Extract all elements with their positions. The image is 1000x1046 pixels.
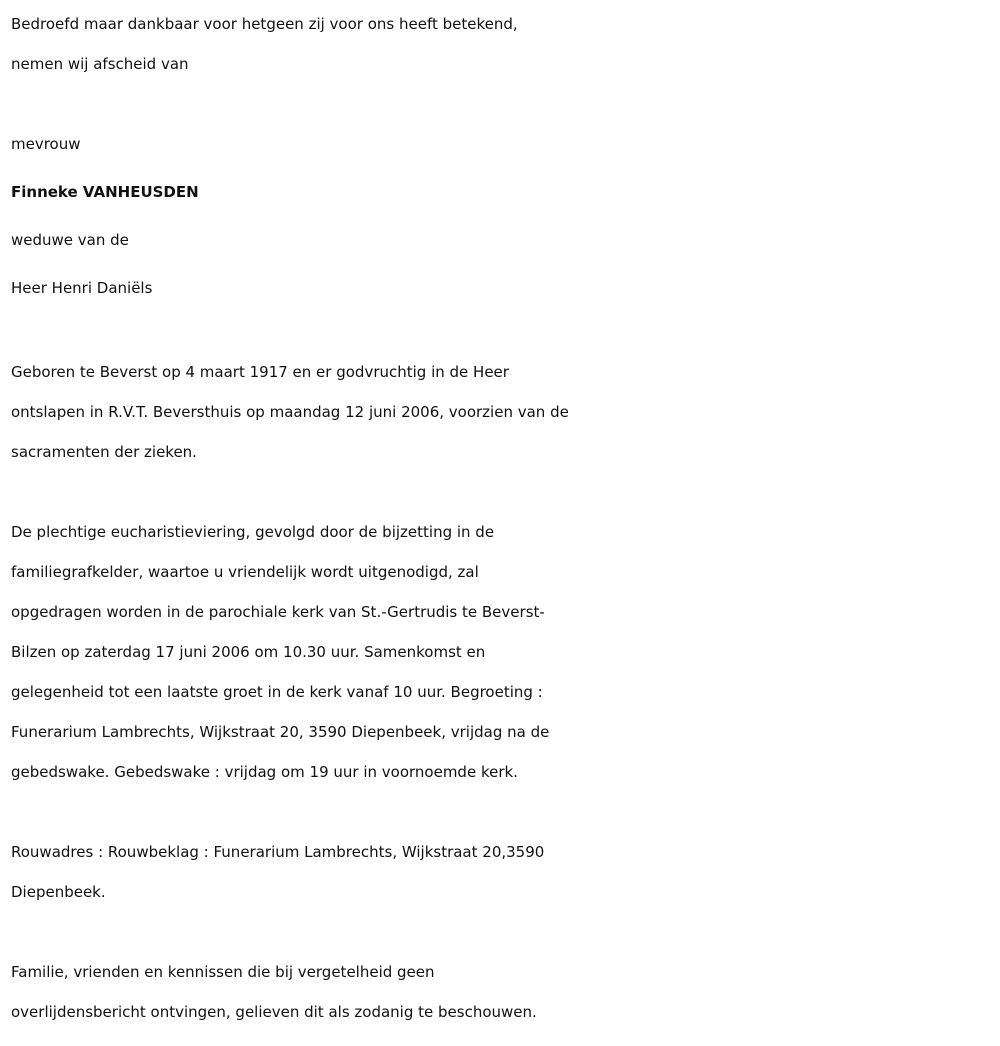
birth-death-line: Geboren te Beverst op 4 maart 1917 en er godvruchtig in de Heer (11, 363, 509, 381)
address-line: Diepenbeek. (11, 883, 106, 901)
spouse-name: Heer Henri Daniëls (11, 279, 153, 297)
intro-line: nemen wij afscheid van (11, 55, 189, 73)
salutation: mevrouw (11, 135, 81, 153)
address-paragraph (11, 832, 1000, 912)
address-line: Rouwadres : Rouwbeklag : Funerarium Lambrechts, Wijkstraat 20,3590 (11, 843, 545, 861)
intro-paragraph (11, 4, 1000, 84)
birth-death-line: sacramenten der zieken. (11, 443, 197, 461)
ceremony-line: opgedragen worden in de parochiale kerk van St.-Gertrudis te Beverst- (11, 603, 545, 621)
ceremony-line: familiegrafkelder, waartoe u vriendelijk wordt uitgenodigd, zal (11, 563, 479, 581)
ceremony-line: De plechtige eucharistieviering, gevolgd door de bijzetting in de (11, 523, 495, 541)
ceremony-line: gelegenheid tot een laatste groet in de kerk vanaf 10 uur. Begroeting : (11, 683, 543, 701)
ceremony-line: Funerarium Lambrechts, Wijkstraat 20, 3590 Diepenbeek, vrijdag na de (11, 723, 550, 741)
closing-line: overlijdensbericht ontvingen, gelieven dit als zodanig te beschouwen. (11, 1003, 537, 1021)
ceremony-line: gebedswake. Gebedswake : vrijdag om 19 uur in voornoemde kerk. (11, 763, 518, 781)
closing-paragraph (11, 952, 1000, 1032)
closing-line: Familie, vrienden en kennissen die bij vergetelheid geen (11, 963, 435, 981)
deceased-block (11, 124, 1000, 312)
birth-death-paragraph (11, 352, 1000, 472)
intro-line: Bedroefd maar dankbaar voor hetgeen zij voor ons heeft betekend, (11, 15, 518, 33)
ceremony-line: Bilzen op zaterdag 17 juni 2006 om 10.30 uur. Samenkomst en (11, 643, 486, 661)
deceased-name: Finneke VANHEUSDEN (11, 183, 199, 201)
relation-text: weduwe van de (11, 231, 129, 249)
birth-death-line: ontslapen in R.V.T. Beversthuis op maandag 12 juni 2006, voorzien van de (11, 403, 569, 421)
ceremony-paragraph (11, 512, 1000, 792)
